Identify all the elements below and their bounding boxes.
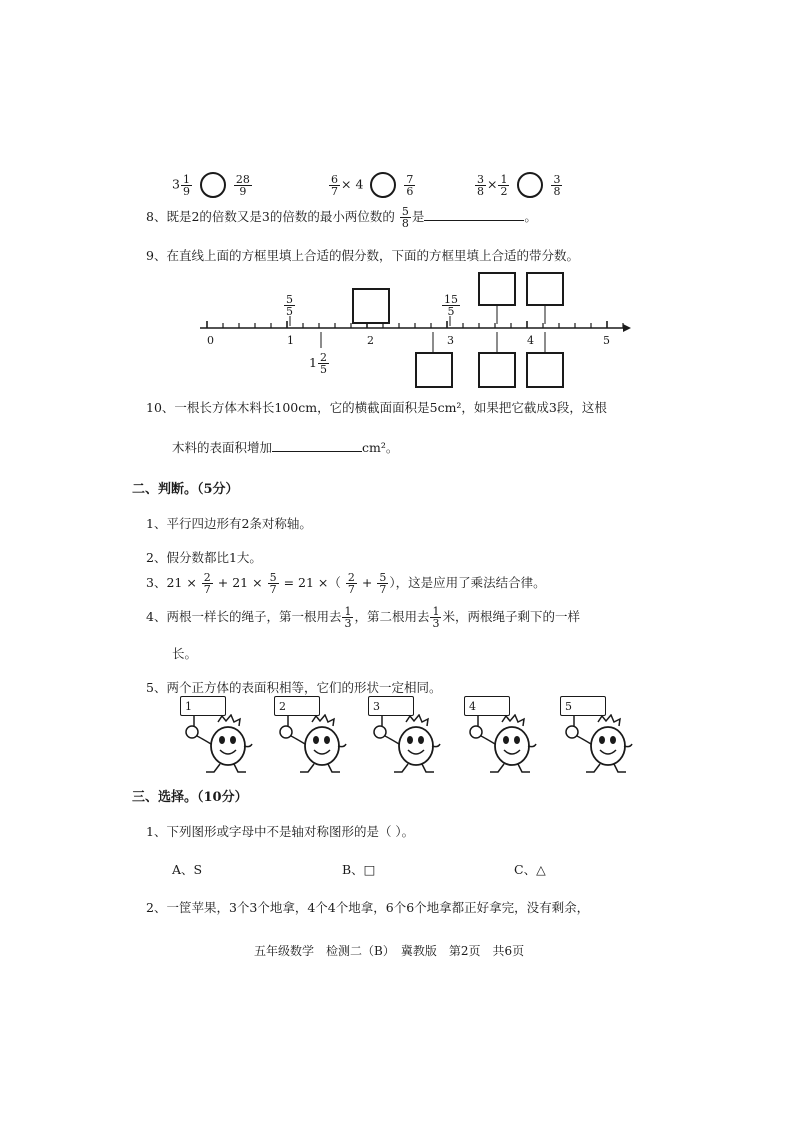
answer-sign[interactable]: 3 <box>368 696 414 716</box>
answer-blank[interactable] <box>272 451 362 452</box>
judge-question-3: 3、21 × $\frac{2}{7}$ + 21 × $\frac{5}{7}$ = 21 ×（ $\frac{2}{7}$ + $\frac{5}{7}$ ），这是应用了乘法结合律。 <box>146 571 546 596</box>
tick-marks <box>207 321 623 328</box>
answer-box-above-2[interactable] <box>478 272 516 306</box>
tick-label-0: 0 <box>207 334 214 347</box>
choice-option-a[interactable]: A、S <box>172 862 203 877</box>
above-fraction-2: $\frac{15}{5}$ <box>444 293 458 318</box>
compare-circle[interactable] <box>200 172 226 198</box>
answer-sign[interactable]: 1 <box>180 696 226 716</box>
answer-mascot-4 <box>464 696 544 776</box>
compare-item-2 <box>328 172 416 198</box>
answer-box-below-2[interactable] <box>478 352 516 388</box>
mixed-whole: 3 <box>172 176 180 192</box>
fraction: $\frac{1}{2}$ <box>500 172 508 198</box>
fraction: $\frac{1}{9}$ <box>182 172 190 198</box>
arrow-head <box>623 324 631 332</box>
fraction: $\frac{3}{8}$ <box>553 172 561 198</box>
answer-box-above-3[interactable] <box>526 272 564 306</box>
fraction: $\frac{6}{7}$ <box>331 172 338 198</box>
fraction: $\frac{5}{8}$ <box>401 205 409 230</box>
below-mixed-number: 1 $\frac{2}{5}$ <box>309 351 327 376</box>
judge-question-4-line-2: 长。 <box>172 646 198 661</box>
question-10-line-2: 木料的表面积增加 cm²。 <box>172 440 399 455</box>
section-2-title: 二、判断。（5分） <box>132 482 239 497</box>
times-text: × 4 <box>341 176 364 192</box>
answer-mascot-1 <box>180 696 260 776</box>
answer-sign[interactable]: 5 <box>560 696 606 716</box>
choice-option-b[interactable]: B、□ <box>342 862 376 877</box>
tick-label-5: 5 <box>603 334 610 347</box>
answer-mascot-3 <box>368 696 448 776</box>
judge-question-4: 4、两根一样长的绳子，第一根用去 $\frac{1}{3}$ ，第二根用去 $\frac{1}{3}$ 米，两根绳子剩下的一样 <box>146 605 580 630</box>
mascot-figure <box>368 714 448 776</box>
judge-question-5: 5、两个正方体的表面积相等，它们的形状一定相同。 <box>146 680 442 695</box>
answer-box-below-1[interactable] <box>415 352 453 388</box>
answer-mascot-5 <box>560 696 640 776</box>
question-9: 9、在直线上面的方框里填上合适的假分数，下面的方框里填上合适的带分数。 <box>146 248 579 263</box>
fraction: $\frac{3}{8}$ <box>477 172 484 198</box>
times-text: × <box>487 176 498 192</box>
tick-label-2: 2 <box>367 334 374 347</box>
page-footer: 五年级数学 检测二（B） 冀教版 第2页 共6页 <box>254 944 525 958</box>
answer-blank[interactable] <box>424 220 524 221</box>
judge-question-1: 1、平行四边形有2条对称轴。 <box>146 516 312 531</box>
answer-box-above-1[interactable] <box>352 288 390 324</box>
mascot-figure <box>274 714 354 776</box>
answer-box-below-3[interactable] <box>526 352 564 388</box>
question-10-line-1: 10、一根长方体木料长100cm，它的横截面面积是5cm²，如果把它截成3段，这根 <box>146 400 607 415</box>
question-8: 8、既是2的倍数又是3的倍数的最小两位数的 $\frac{5}{8}$ 是 。 <box>146 205 537 230</box>
answer-sign[interactable]: 2 <box>274 696 320 716</box>
mascot-figure <box>560 714 640 776</box>
fraction: $\frac{28}{9}$ <box>235 172 250 198</box>
above-fraction-1: $\frac{5}{5}$ <box>286 293 293 318</box>
tick-label-1: 1 <box>287 334 294 347</box>
compare-item-3 <box>474 172 563 198</box>
compare-circle[interactable] <box>517 172 543 198</box>
answer-sign[interactable]: 4 <box>464 696 510 716</box>
choice-question-1: 1、下列图形或字母中不是轴对称图形的是（ ）。 <box>146 824 415 839</box>
choice-question-2: 2、一筐苹果，3个3个地拿，4个4个地拿，6个6个地拿都正好拿完，没有剩余， <box>146 900 590 915</box>
section-3-title: 三、选择。（10分） <box>132 790 248 805</box>
fraction: $\frac{7}{6}$ <box>406 172 414 198</box>
mascot-figure <box>180 714 260 776</box>
judge-question-2: 2、假分数都比1大。 <box>146 550 262 565</box>
choice-option-c[interactable]: C、△ <box>514 862 546 877</box>
tick-label-3: 3 <box>447 334 454 347</box>
mascot-figure <box>464 714 544 776</box>
compare-item-1 <box>172 172 253 198</box>
answer-mascot-2 <box>274 696 354 776</box>
tick-label-4: 4 <box>527 334 534 347</box>
compare-circle[interactable] <box>370 172 396 198</box>
